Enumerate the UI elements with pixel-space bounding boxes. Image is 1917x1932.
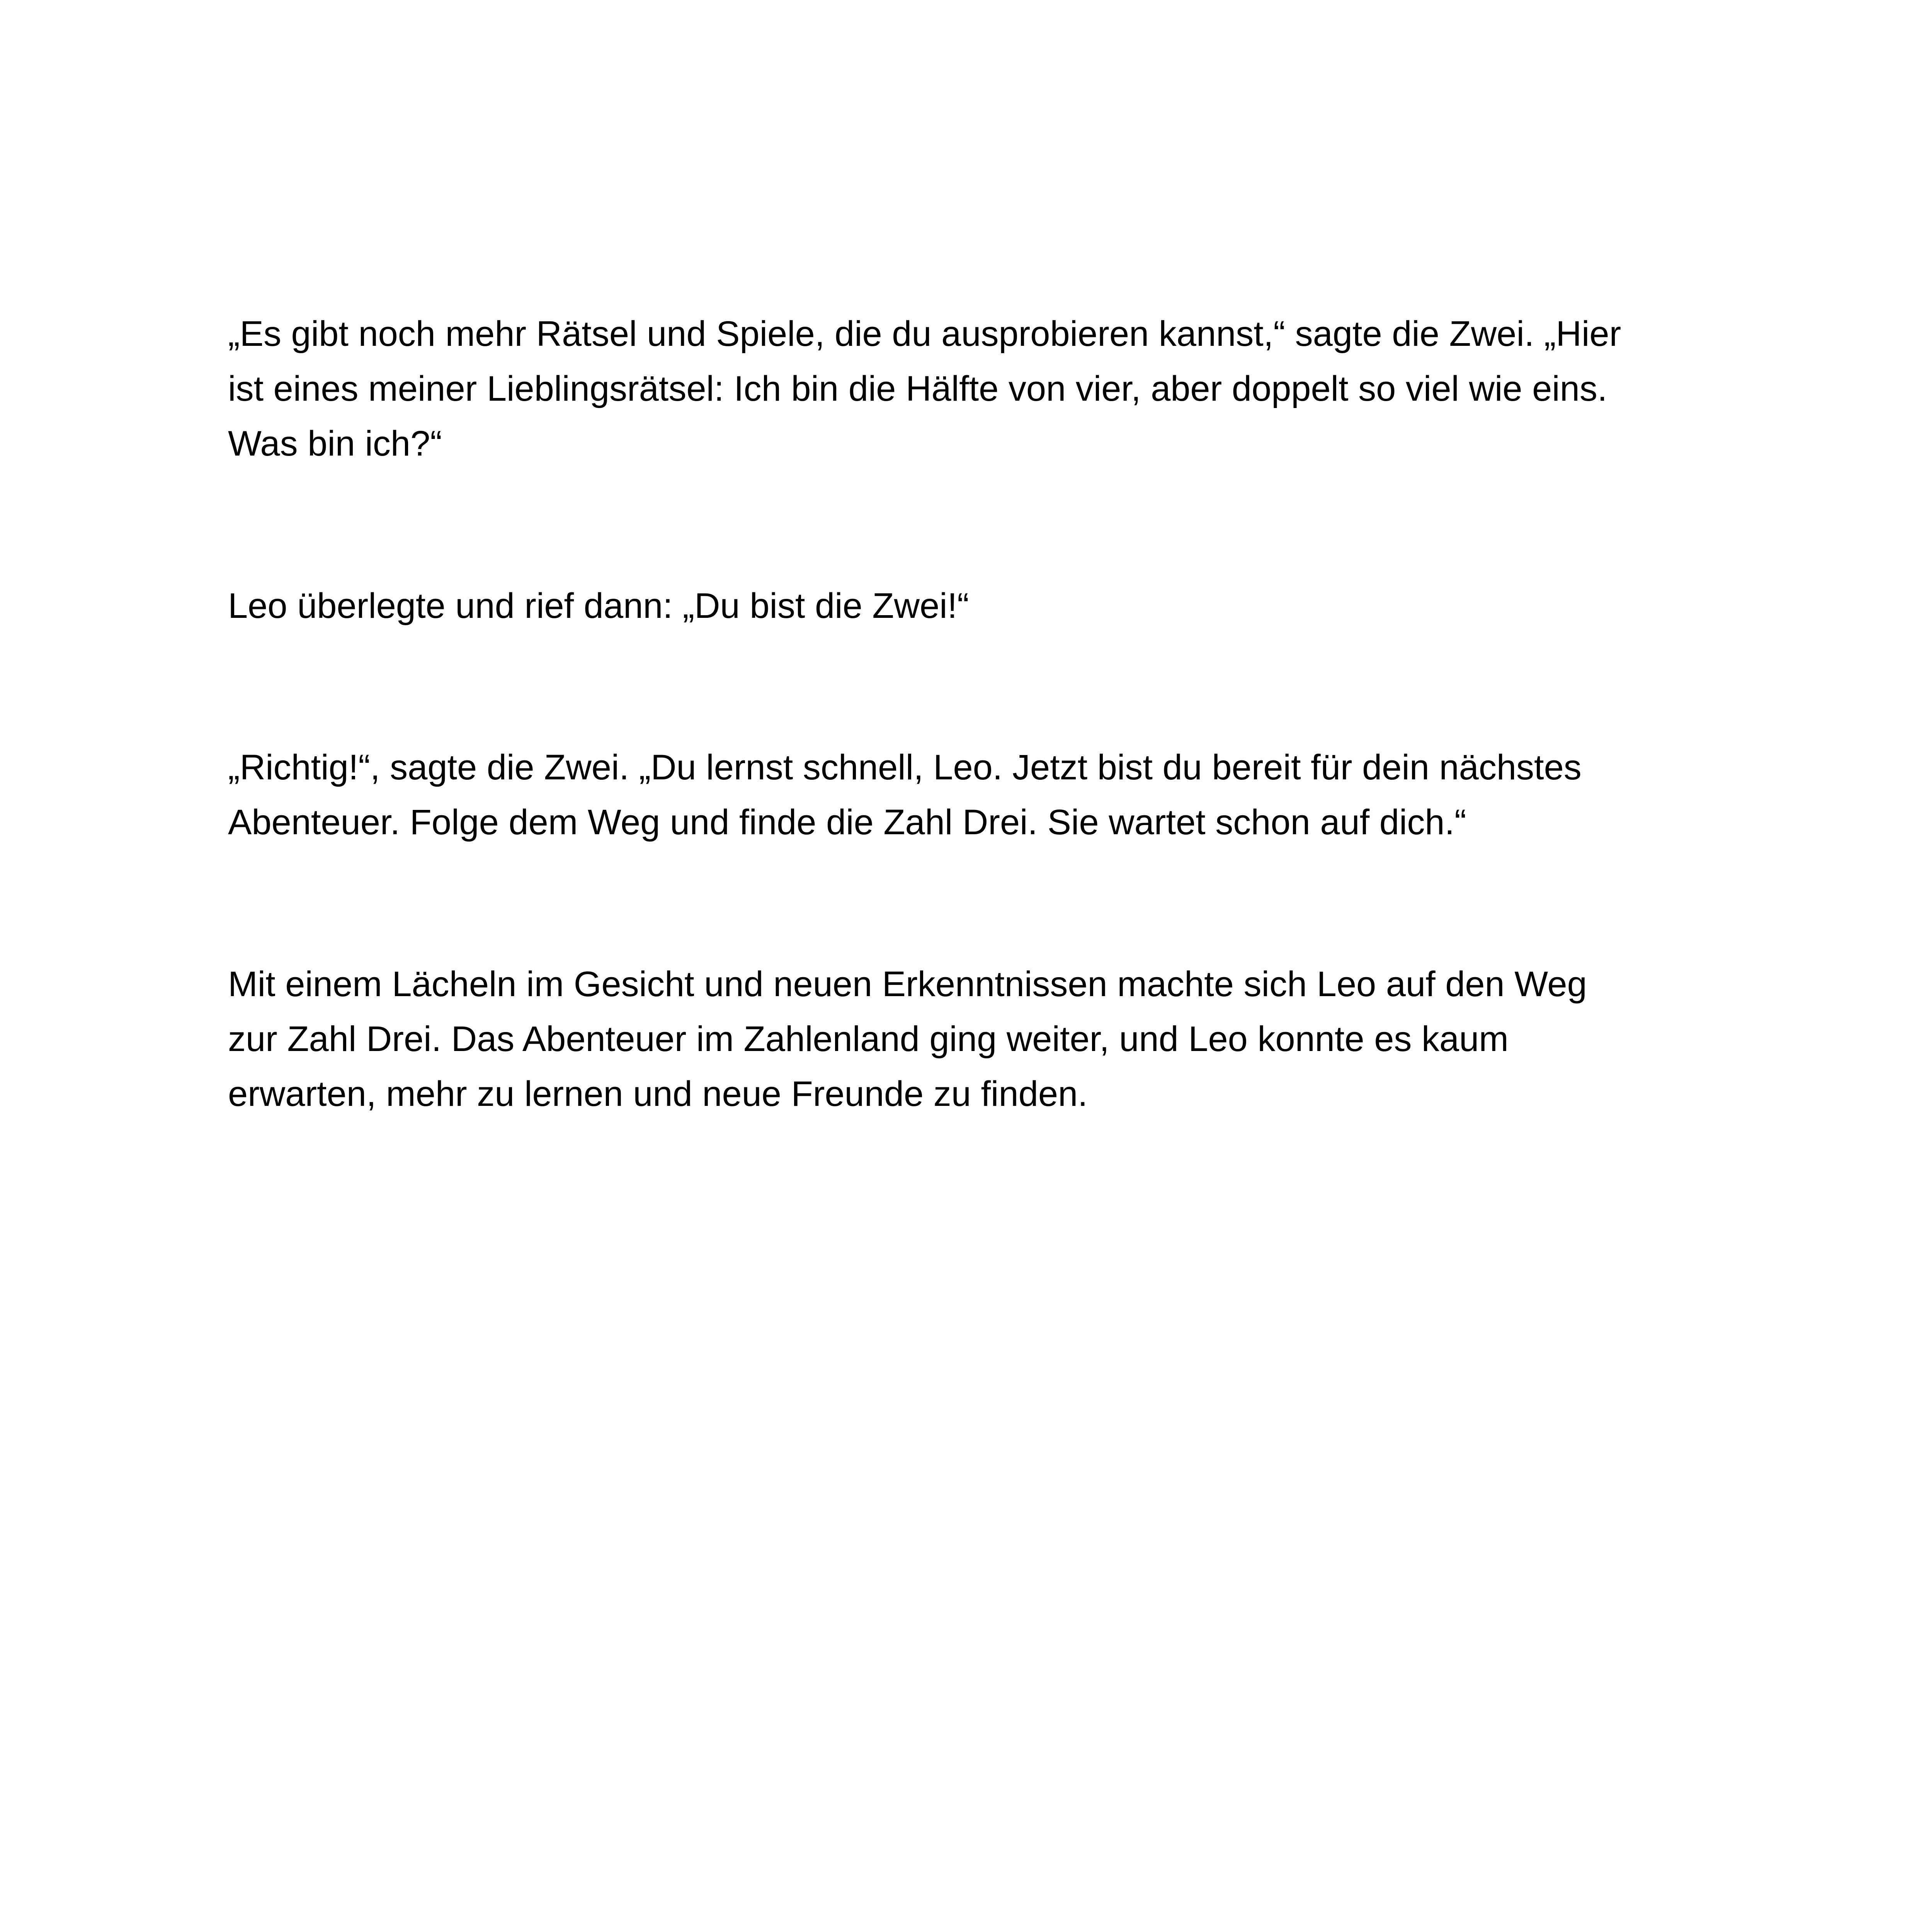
paragraph-line: Leo überlegte und rief dann: „Du bist die Zwei!“ (228, 586, 969, 626)
paragraph-riddle (228, 306, 1696, 471)
paragraph-praise (228, 740, 1696, 850)
paragraph-answer (228, 578, 1696, 633)
paragraph-line: zur Zahl Drei. Das Abenteuer im Zahlenland ging weiter, und Leo konnte es kaum (228, 1019, 1509, 1059)
paragraph-line: ist eines meiner Lieblingsrätsel: Ich bin die Hälfte von vier, aber doppelt so viel wie eins. (228, 369, 1607, 408)
paragraph-line: Was bin ich?“ (228, 424, 442, 463)
paragraph-line: Abenteuer. Folge dem Weg und finde die Zahl Drei. Sie wartet schon auf dich.“ (228, 803, 1466, 842)
paragraph-conclusion (228, 957, 1696, 1121)
paragraph-line: „Richtig!“, sagte die Zwei. „Du lernst schnell, Leo. Jetzt bist du bereit für dein nächstes (228, 748, 1582, 787)
paragraph-line: „Es gibt noch mehr Rätsel und Spiele, die du ausprobieren kannst,“ sagte die Zwei. „Hier (228, 314, 1621, 354)
paragraph-line: Mit einem Lächeln im Gesicht und neuen Erkenntnissen machte sich Leo auf den Weg (228, 964, 1587, 1004)
paragraph-line: erwarten, mehr zu lernen und neue Freunde zu finden. (228, 1074, 1088, 1114)
